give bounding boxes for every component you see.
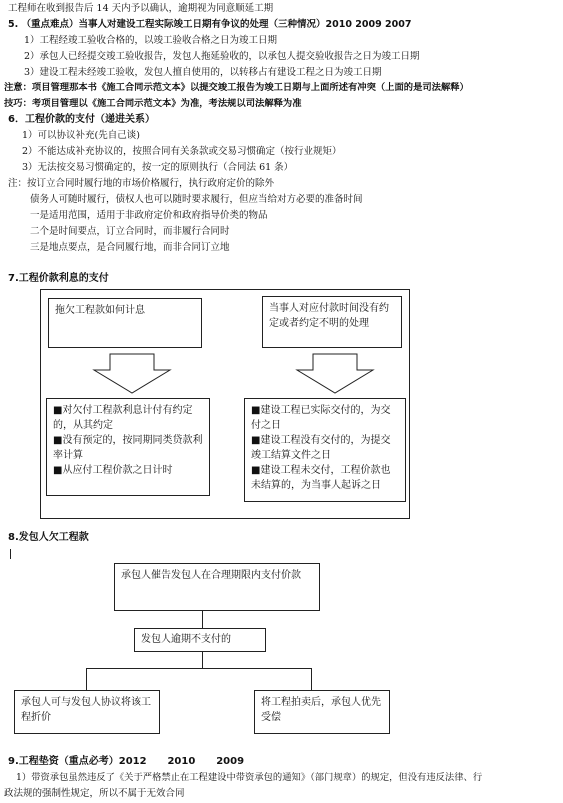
section-7-title: 7.工程价款利息的支付 (8, 273, 109, 284)
flow-box-2: 发包人逾期不支付的 (134, 628, 266, 652)
diagram-frame-left (40, 289, 41, 519)
section-5-title: 5. （重点难点）当事人对建设工程实际竣工日期有争议的处理（三种情况）2010 2009 2007 (8, 19, 412, 30)
down-arrow-right (295, 354, 375, 394)
bullet-item: ■建设工程未交付，工程价款也未结算的，为当事人起诉之日 (251, 465, 391, 491)
section-6-sub: 三是地点要点，是合同履行地，而非合同订立地 (30, 242, 230, 253)
section-6-sub: 二个是时间要点，订立合同时，而非履行合同时 (30, 226, 230, 237)
section-5-item: 2）承包人已经提交竣工验收报告，发包人拖延验收的，以承包人提交验收报告之日为竣工日期 (24, 51, 420, 62)
box-left-top: 拖欠工程款如何计息 (48, 298, 202, 348)
connector (311, 668, 312, 690)
section-6-item: 2）不能达成补充协议的，按照合同有关条款或交易习惯确定（按行业规矩） (22, 146, 342, 157)
connector (202, 652, 203, 668)
section-6-sub: 一是适用范围，适用于非政府定价和政府指导价类的物品 (30, 210, 268, 221)
cursor-mark (10, 549, 11, 559)
connector (86, 668, 312, 669)
text-line: 工程师在收到报告后 14 天内予以确认，逾期视为同意顺延工期 (8, 3, 274, 14)
section-9-title: 9.工程垫资（重点必考）2012 2010 2009 (8, 756, 245, 767)
diagram-frame-right (409, 289, 410, 519)
section-9-text: 1）带资承包虽然违反了《关于严格禁止在工程建设中带资承包的通知》（部门规章）的规定，但没有违反法律、行 (16, 772, 483, 783)
box-left-bottom (46, 398, 210, 496)
section-6-item: 1）可以协议补充(先自己谈) (22, 130, 140, 141)
box-right-bottom (244, 398, 406, 502)
connector (86, 668, 87, 690)
diagram-frame-bottom (40, 518, 410, 519)
section-5-item: 1）工程经竣工验收合格的，以竣工验收合格之日为竣工日期 (24, 35, 278, 46)
flow-box-1: 承包人催告发包人在合理期限内支付价款 (114, 563, 320, 611)
bullet-item: ■建设工程没有交付的，为提交竣工结算文件之日 (251, 435, 391, 461)
bullet-item: ■建设工程已实际交付的，为交付之日 (251, 405, 391, 431)
section-6-note: 注：按订立合同时履行地的市场价格履行，执行政府定价的除外 (8, 178, 275, 189)
section-5-note: 注意：项目管理那本书《施工合同示范文本》以提交竣工报告为竣工日期与上面所述有冲突（上面的是司法解释） (4, 82, 469, 93)
bullet-item: ■对欠付工程款利息计付有约定的，从其约定 (53, 405, 193, 431)
bullet-item: ■从应付工程价款之日计时 (53, 465, 173, 476)
section-5-tip: 技巧：考项目管理以《施工合同示范文本》为准，考法规以司法解释为准 (4, 98, 302, 109)
connector (202, 611, 203, 629)
down-arrow-left (92, 354, 172, 394)
flow-box-3: 承包人可与发包人协议将该工程折价 (14, 690, 160, 734)
section-6-item: 3）无法按交易习惯确定的，按一定的原则执行（合同法 61 条） (22, 162, 294, 173)
flow-box-4: 将工程拍卖后，承包人优先受偿 (254, 690, 390, 734)
diagram-frame-top (40, 289, 410, 290)
section-5-item: 3）建设工程未经竣工验收，发包人擅自使用的，以转移占有建设工程之日为竣工日期 (24, 67, 382, 78)
section-6-title: 6．工程价款的支付（递进关系） (8, 114, 155, 125)
section-9-text: 政法规的强制性规定，所以不属于无效合同 (4, 788, 185, 799)
bullet-item: ■没有预定的，按同期同类贷款利率计算 (53, 435, 203, 461)
section-6-sub: 债务人可随时履行，债权人也可以随时要求履行，但应当给对方必要的准备时间 (30, 194, 363, 205)
box-right-top: 当事人对应付款时间没有约定或者约定不明的处理 (262, 296, 402, 348)
section-8-title: 8.发包人欠工程款 (8, 532, 89, 543)
